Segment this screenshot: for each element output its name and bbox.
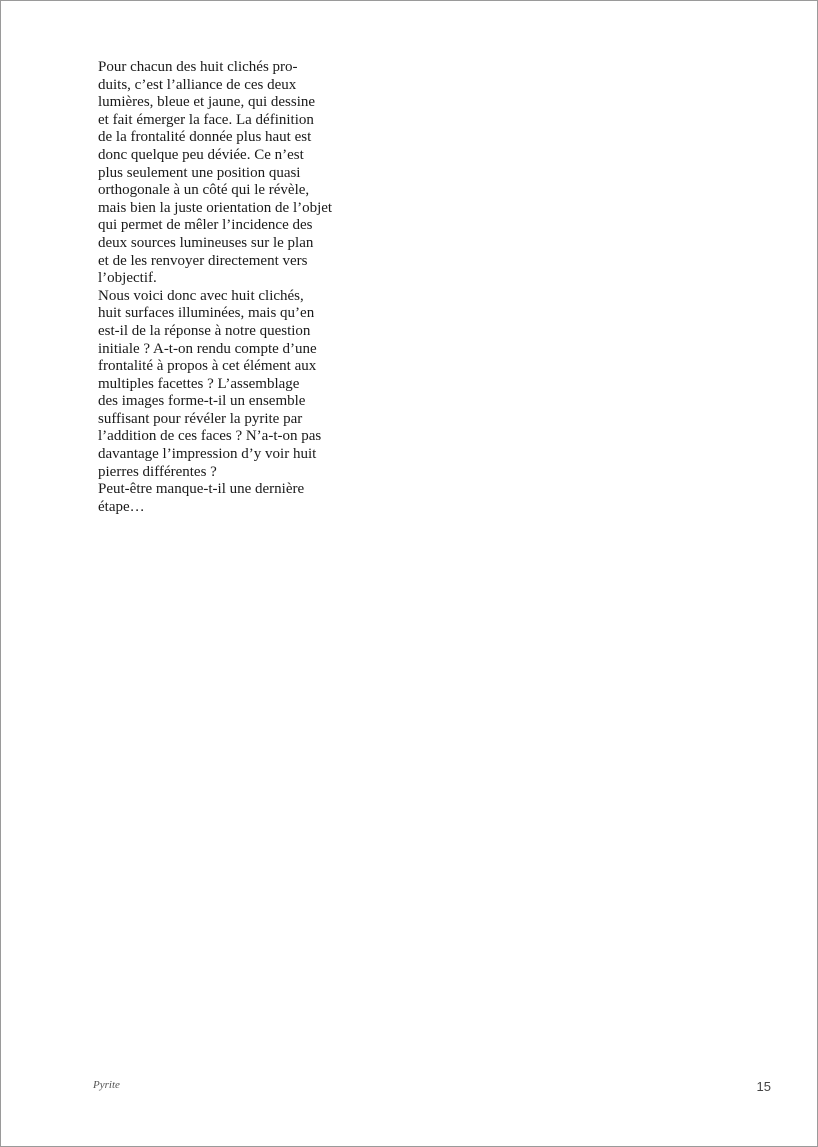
text-line: et de les renvoyer directement vers xyxy=(98,252,308,269)
text-line: étape… xyxy=(98,498,145,515)
text-line: Peut-être manque-t-il une dernière xyxy=(98,481,305,498)
text-line: est-il de la réponse à notre question xyxy=(98,322,311,339)
text-line: l’objectif. xyxy=(98,270,157,287)
text-line: orthogonale à un côté qui le révèle, xyxy=(98,182,310,199)
text-line: deux sources lumineuses sur le plan xyxy=(98,234,314,251)
text-line: plus seulement une position quasi xyxy=(98,164,301,181)
text-line: mais bien la juste orientation de l’objet xyxy=(98,199,333,216)
text-line: donc quelque peu déviée. Ce n’est xyxy=(98,146,304,163)
text-line: lumières, bleue et jaune, qui dessine xyxy=(98,94,316,111)
text-line: initiale ? A-t-on rendu compte d’une xyxy=(98,340,317,357)
text-line: Pour chacun des huit clichés pro- xyxy=(98,59,298,75)
text-line: davantage l’impression d’y voir huit xyxy=(98,446,317,463)
text-line: des images forme-t-il un ensemble xyxy=(98,393,306,410)
text-line: duits, c’est l’alliance de ces deux xyxy=(98,76,297,93)
text-line: de la frontalité donnée plus haut est xyxy=(98,129,312,146)
text-line: Nous voici donc avec huit clichés, xyxy=(98,287,304,304)
footer-title: Pyrite xyxy=(93,1079,120,1091)
text-line: pierres différentes ? xyxy=(98,463,217,480)
text-line: et fait émerger la face. La définition xyxy=(98,111,314,128)
page-number: 15 xyxy=(756,1079,771,1094)
text-line: suffisant pour révéler la pyrite par xyxy=(98,410,303,427)
body-text xyxy=(98,59,358,516)
text-line: qui permet de mêler l’incidence des xyxy=(98,217,313,234)
text-line: frontalité à propos à cet élément aux xyxy=(98,358,317,375)
text-line: l’addition de ces faces ? N’a-t-on pas xyxy=(98,428,322,445)
text-line: multiples facettes ? L’assemblage xyxy=(98,375,300,392)
text-line: huit surfaces illuminées, mais qu’en xyxy=(98,305,315,322)
